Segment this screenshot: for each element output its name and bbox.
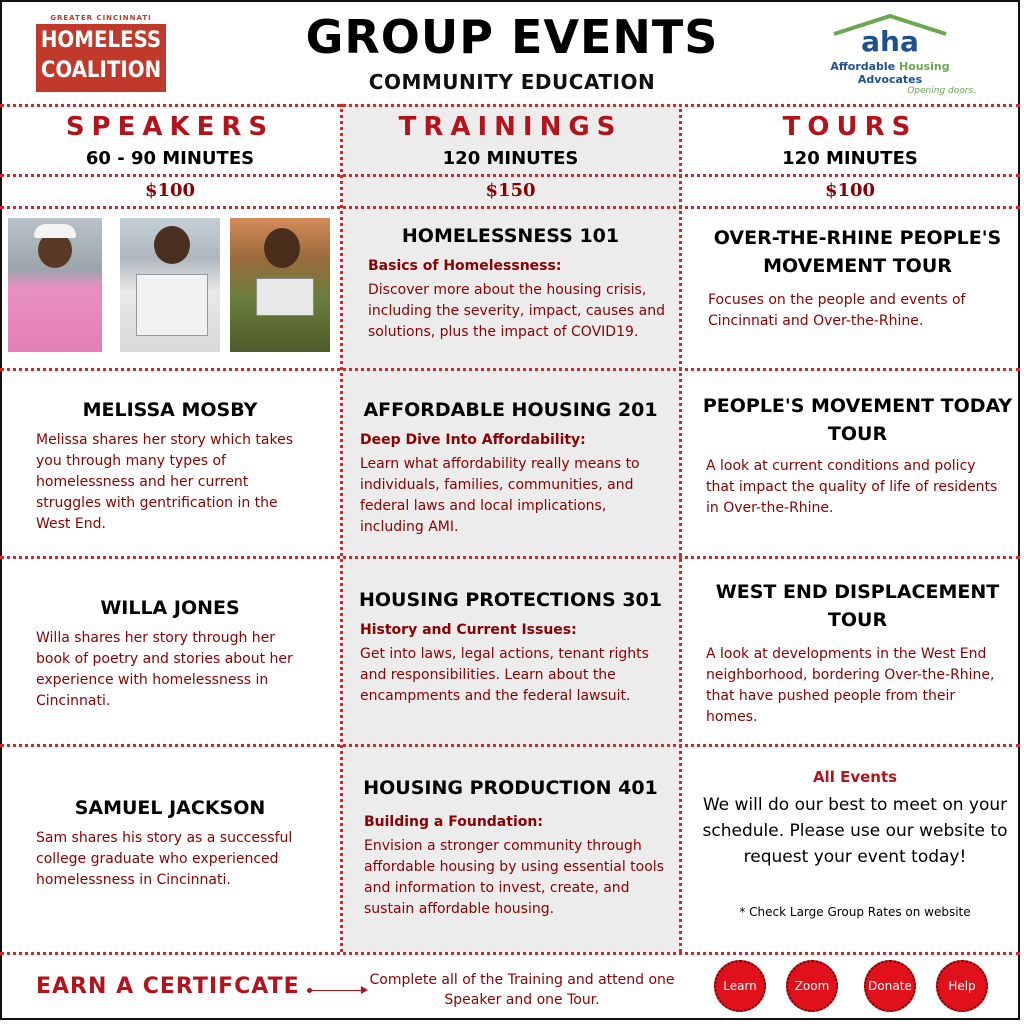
photo-head [154, 226, 190, 264]
speakers-duration: 60 - 90 MINUTES [85, 148, 255, 169]
tours-duration: 120 MINUTES [782, 148, 918, 169]
speaker-photo-samuel [230, 218, 330, 352]
aha-tagline: Opening doors. [907, 86, 976, 96]
speaker-bio: Melissa shares her story which takes you through many types of homelessness and her current struggles with gentrification in the West End. [36, 432, 293, 532]
logo-small-text: GREATER CINCINNATI [50, 14, 152, 22]
divider [0, 556, 1020, 559]
training-subtitle: Deep Dive Into Affordability: [360, 432, 586, 448]
tours-heading: TOURS [782, 112, 918, 142]
aha-name-a: Affordable [830, 60, 899, 73]
tour-title: WEST END DISPLACEMENT TOUR [715, 581, 1000, 631]
aha-name [800, 60, 980, 86]
tour-title: OVER-THE-RHINE PEOPLE'S MOVEMENT TOUR [713, 227, 1002, 277]
aha-name-b: Housing [899, 60, 950, 73]
photo-newspaper [256, 278, 314, 316]
page-subtitle: COMMUNITY EDUCATION [368, 70, 656, 94]
photo-newspaper [136, 274, 208, 336]
speaker-bio: Willa shares her story through her book of poetry and stories about her experience with homelessness in Cincinnati. [36, 630, 293, 709]
divider [0, 744, 1020, 747]
divider [0, 368, 1020, 371]
divider [0, 174, 1020, 177]
logo-line-2: COALITION [40, 58, 162, 83]
all-events-title: All Events [812, 768, 898, 786]
training-title: HOMELESSNESS 101 [401, 225, 620, 247]
training-description: Envision a stronger community through affordable housing by using essential tools and information to invest, create, and sustain affordable housing. [364, 838, 664, 917]
trainings-duration: 120 MINUTES [442, 148, 579, 169]
training-title: HOUSING PRODUCTION 401 [363, 777, 658, 799]
divider [0, 952, 1020, 955]
tours-price: $100 [824, 180, 876, 201]
speakers-heading: SPEAKERS [65, 112, 275, 142]
training-description: Discover more about the housing crisis, including the severity, impact, causes and solutions, plus the impact of COVID19. [368, 282, 665, 340]
divider [0, 206, 1020, 209]
training-subtitle: History and Current Issues: [360, 622, 577, 638]
speakers-price: $100 [144, 180, 196, 201]
certificate-description: Complete all of the Training and attend one Speaker and one Tour. [369, 972, 675, 1008]
trainings-price: $150 [485, 180, 536, 201]
training-title: HOUSING PROTECTIONS 301 [359, 589, 662, 611]
speaker-name: SAMUEL JACKSON [74, 797, 266, 819]
training-subtitle: Basics of Homelessness: [368, 258, 562, 274]
tour-description: Focuses on the people and events of Cincinnati and Over-the-Rhine. [708, 292, 966, 329]
speaker-name: WILLA JONES [100, 597, 240, 619]
tour-description: A look at developments in the West End neighborhood, bordering Over-the-Rhine, that have pushed people from their homes. [706, 646, 995, 725]
speaker-bio: Sam shares his story as a successful college graduate who experienced homelessness in Cincinnati. [36, 830, 293, 888]
house-roof-icon [830, 14, 950, 36]
aha-name-c: Advocates [857, 73, 923, 86]
all-events-body: We will do our best to meet on your schedule. Please use our website to request your event today! [702, 795, 1008, 867]
speaker-photo-melissa [8, 218, 102, 352]
tour-description: A look at current conditions and policy that impact the quality of life of residents in Over-the-Rhine. [706, 458, 998, 516]
training-description: Learn what affordability really means to individuals, families, communities, and federal laws and local implications, including AMI. [360, 456, 640, 535]
training-description: Get into laws, legal actions, tenant rights and responsibilities. Learn about the encampments and the federal lawsuit. [360, 646, 649, 704]
page-title: GROUP EVENTS [305, 10, 719, 64]
zoom-button[interactable]: Zoom [786, 960, 838, 1012]
help-button[interactable]: Help [936, 960, 988, 1012]
aha-mark: aha [861, 25, 919, 58]
donate-button[interactable]: Donate [864, 960, 916, 1012]
logo-line-1: HOMELESS [40, 28, 162, 53]
arrow-right-icon [310, 990, 366, 991]
photo-cap [34, 224, 76, 238]
speaker-photo-willa [120, 218, 220, 352]
training-subtitle: Building a Foundation: [364, 814, 543, 830]
tour-title: PEOPLE'S MOVEMENT TODAY TOUR [702, 395, 1013, 445]
learn-button[interactable]: Learn [714, 960, 766, 1012]
aha-logo [800, 14, 980, 96]
training-title: AFFORDABLE HOUSING 201 [363, 399, 658, 421]
speaker-name: MELISSA MOSBY [82, 399, 258, 421]
all-events-note: * Check Large Group Rates on website [739, 905, 971, 919]
photo-head [264, 228, 300, 268]
divider [0, 104, 1020, 107]
trainings-heading: TRAININGS [398, 112, 623, 142]
certificate-label: EARN A CERTIFCATE [36, 974, 300, 999]
